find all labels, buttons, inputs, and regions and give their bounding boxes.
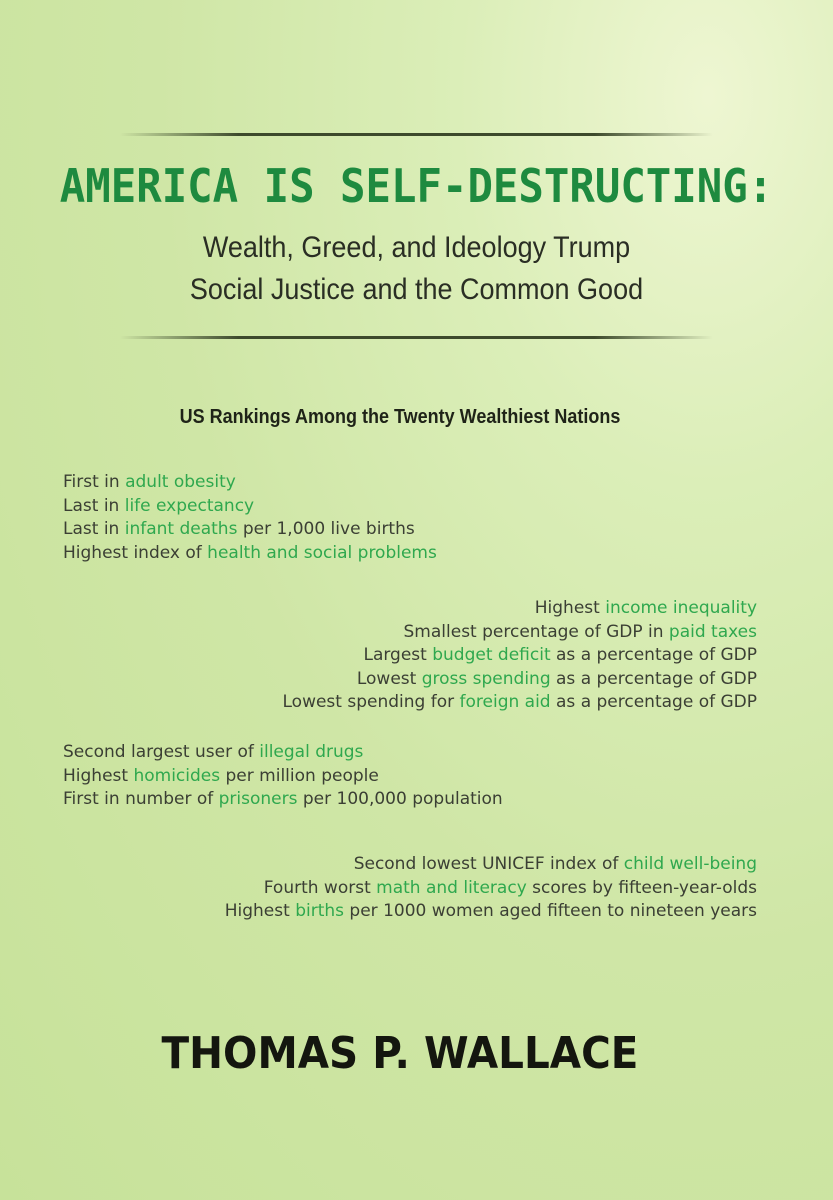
ranking-line: [283, 621, 758, 645]
ranking-line: [63, 765, 503, 789]
ranking-line: [63, 788, 503, 812]
ranking-text: Second lowest UNICEF index of: [353, 854, 624, 874]
ranking-line: [63, 495, 437, 519]
ranking-highlight: income inequality: [605, 598, 757, 618]
ranking-highlight: prisoners: [218, 789, 298, 809]
rankings-heading: US Rankings Among the Twenty Wealthiest Nations: [179, 406, 621, 428]
ranking-highlight: foreign aid: [459, 692, 551, 712]
ranking-text: as a percentage of GDP: [550, 668, 757, 689]
ranking-line: [283, 668, 758, 692]
ranking-text: Second largest user of: [63, 742, 260, 762]
ranking-highlight: births: [295, 901, 345, 921]
ranking-highlight: life expectancy: [124, 495, 255, 516]
ranking-highlight: child well-being: [623, 854, 757, 874]
ranking-highlight: paid taxes: [668, 621, 757, 642]
ranking-text: per 1000 women aged fifteen to nineteen years: [344, 901, 757, 921]
book-subtitle-line-2: Social Justice and the Common Good: [189, 273, 644, 306]
ranking-line: [225, 900, 757, 924]
ranking-text: per 1,000 live births: [237, 519, 415, 539]
ranking-line: [225, 877, 757, 901]
ranking-line: [63, 471, 437, 495]
ranking-text: Fourth worst: [263, 877, 377, 898]
ranking-highlight: health and social problems: [207, 542, 437, 563]
rankings-group-economy: [283, 597, 758, 715]
ranking-highlight: gross spending: [421, 668, 551, 689]
ranking-text: Last in: [63, 519, 125, 539]
ranking-text: Highest: [534, 598, 606, 618]
ranking-text: First in: [63, 472, 126, 492]
ranking-text: Highest: [224, 901, 296, 921]
top-divider: [120, 133, 713, 136]
ranking-text: Highest: [63, 765, 134, 786]
ranking-text: Last in: [63, 495, 125, 516]
ranking-text: per million people: [220, 765, 379, 786]
rankings-group-crime: [63, 741, 503, 812]
rankings-group-health: [63, 471, 437, 565]
ranking-text: as a percentage of GDP: [550, 645, 757, 665]
bottom-divider: [120, 336, 713, 339]
ranking-text: Largest: [363, 645, 433, 665]
ranking-text: Highest index of: [63, 542, 208, 563]
ranking-highlight: math and literacy: [376, 877, 527, 898]
ranking-line: [283, 597, 758, 621]
ranking-highlight: adult obesity: [125, 472, 236, 492]
ranking-text: Smallest percentage of GDP in: [403, 621, 669, 642]
ranking-highlight: homicides: [133, 765, 221, 786]
ranking-text: scores by fifteen-year-olds: [526, 877, 757, 898]
ranking-text: Lowest: [356, 668, 422, 689]
ranking-highlight: budget deficit: [432, 645, 551, 665]
book-title: AMERICA IS SELF-DESTRUCTING:: [59, 159, 774, 213]
ranking-line: [63, 741, 503, 765]
ranking-text: Lowest spending for: [282, 692, 460, 712]
ranking-line: [283, 691, 758, 715]
ranking-line: [283, 644, 758, 668]
ranking-text: First in number of: [63, 789, 219, 809]
ranking-line: [63, 518, 437, 542]
ranking-line: [225, 853, 757, 877]
ranking-line: [63, 542, 437, 566]
ranking-text: as a percentage of GDP: [550, 692, 757, 712]
book-subtitle-line-1: Wealth, Greed, and Ideology Trump: [202, 231, 631, 264]
ranking-text: per 100,000 population: [297, 789, 503, 809]
ranking-highlight: infant deaths: [124, 519, 238, 539]
author-name: THOMAS P. WALLACE: [161, 1028, 639, 1079]
ranking-highlight: illegal drugs: [259, 742, 364, 762]
rankings-group-children: [225, 853, 757, 924]
